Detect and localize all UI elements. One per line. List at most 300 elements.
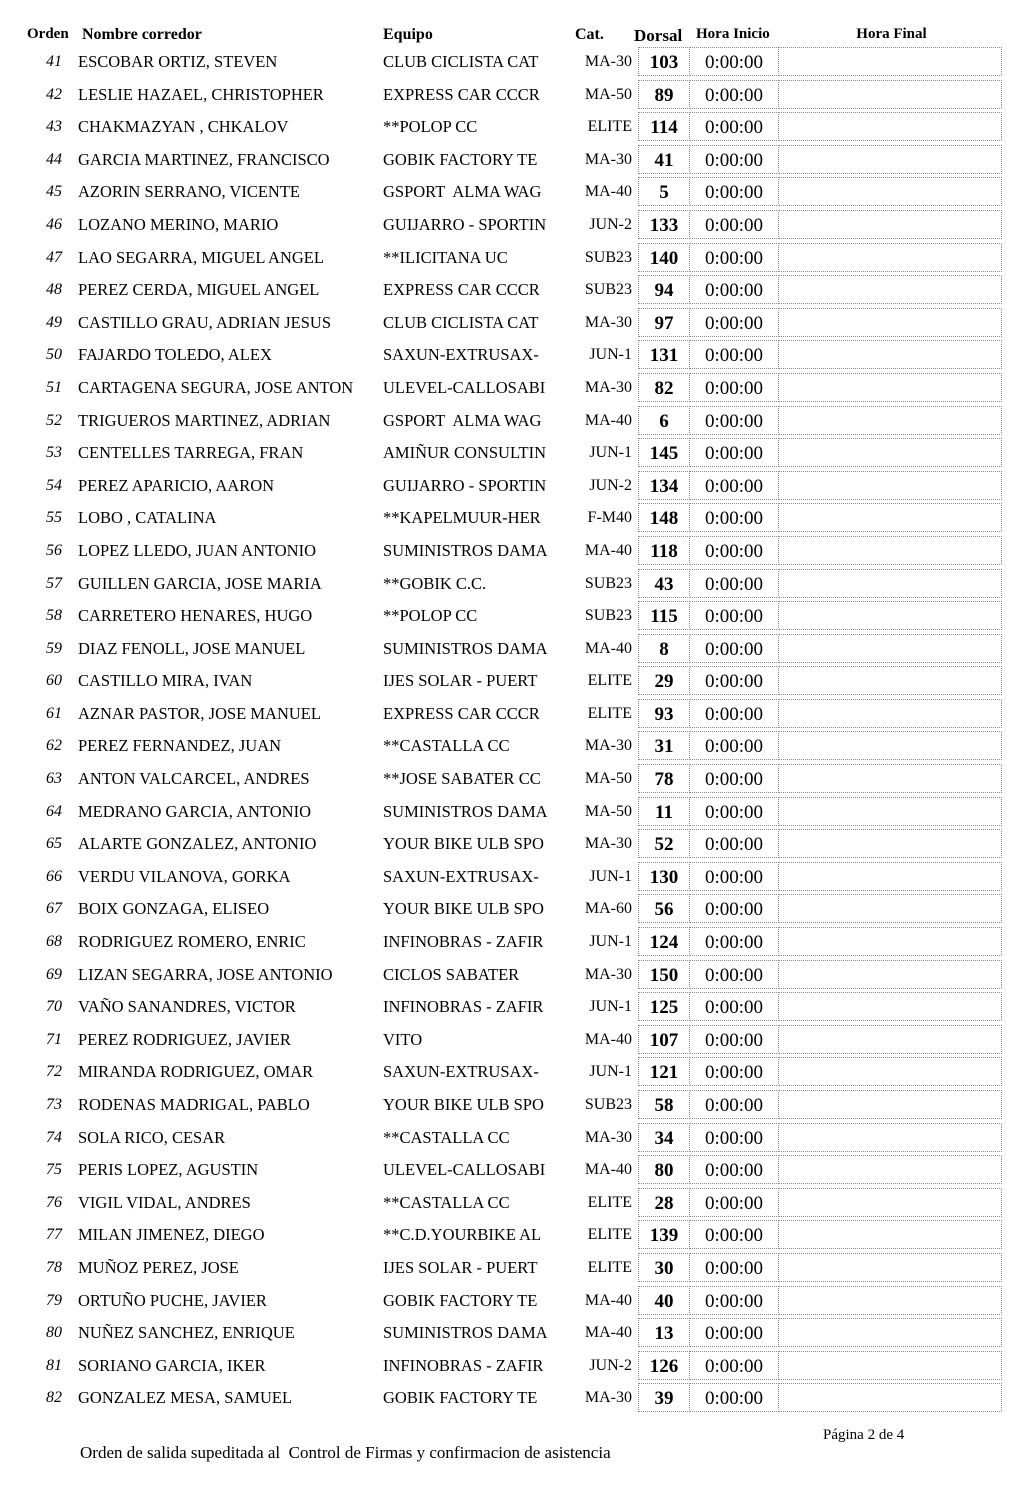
row-team: **POLOP CC <box>383 606 478 626</box>
row-orden: 73 <box>46 1096 62 1113</box>
row-hora-final-cell <box>778 569 1002 598</box>
row-category: MA-40 <box>584 1291 632 1309</box>
table-row <box>0 1090 1002 1119</box>
row-hora-final-cell <box>778 829 1002 858</box>
row-hora-inicio-cell: 0:00:00 <box>689 1220 779 1249</box>
table-row <box>0 210 1002 239</box>
row-hora-inicio-cell: 0:00:00 <box>689 503 779 532</box>
row-hora-final-cell <box>778 275 1002 304</box>
row-hora-final-cell <box>778 1220 1002 1249</box>
row-hora-final-cell <box>778 1351 1002 1380</box>
row-rider-name: CARRETERO HENARES, HUGO <box>78 606 313 626</box>
row-category: SUB23 <box>584 1096 632 1113</box>
row-category: JUN-2 <box>589 476 632 494</box>
row-orden: 43 <box>46 118 62 136</box>
row-rider-name: ORTUÑO PUCHE, JAVIER <box>78 1290 267 1310</box>
row-team: **POLOP CC <box>383 117 478 137</box>
row-orden: 56 <box>46 541 62 559</box>
table-row <box>0 1025 1002 1054</box>
row-hora-final-cell <box>778 1090 1002 1119</box>
row-team: GSPORT ALMA WAG <box>383 182 542 202</box>
row-team: INFINOBRAS - ZAFIR <box>383 1355 544 1375</box>
row-orden: 76 <box>46 1193 62 1211</box>
row-dorsal-cell: 82 <box>638 373 690 402</box>
table-row <box>0 894 1002 923</box>
row-hora-final-cell <box>778 927 1002 956</box>
row-hora-final-cell <box>778 438 1002 467</box>
table-row <box>0 569 1002 598</box>
row-rider-name: BOIX GONZAGA, ELISEO <box>78 899 270 919</box>
row-team: CLUB CICLISTA CAT <box>383 312 539 332</box>
row-orden: 81 <box>46 1356 62 1374</box>
row-orden: 63 <box>46 770 62 788</box>
row-team: EXPRESS CAR CCCR <box>383 280 540 300</box>
row-hora-final-cell <box>778 145 1002 174</box>
row-team: SAXUN-EXTRUSAX- <box>383 1062 539 1082</box>
row-rider-name: PEREZ APARICIO, AARON <box>78 475 275 495</box>
row-hora-inicio-cell: 0:00:00 <box>689 1253 779 1282</box>
table-row <box>0 666 1002 695</box>
row-orden: 50 <box>46 346 62 364</box>
row-hora-final-cell <box>778 177 1002 206</box>
row-dorsal-cell: 6 <box>638 406 690 435</box>
row-dorsal-cell: 43 <box>638 569 690 598</box>
row-rider-name: MEDRANO GARCIA, ANTONIO <box>78 801 311 821</box>
row-rider-name: VIGIL VIDAL, ANDRES <box>78 1192 251 1212</box>
row-orden: 62 <box>46 737 62 755</box>
row-dorsal-cell: 30 <box>638 1253 690 1282</box>
row-hora-inicio-cell: 0:00:00 <box>689 340 779 369</box>
table-row <box>0 308 1002 337</box>
row-category: JUN-1 <box>589 933 632 951</box>
row-dorsal-cell: 125 <box>638 992 690 1021</box>
row-category: JUN-1 <box>589 867 632 885</box>
row-team: **ILICITANA UC <box>383 247 508 267</box>
row-category: MA-40 <box>584 1324 632 1342</box>
row-team: AMIÑUR CONSULTIN <box>383 443 547 463</box>
row-dorsal-cell: 80 <box>638 1155 690 1184</box>
row-dorsal-cell: 150 <box>638 960 690 989</box>
row-dorsal-cell: 89 <box>638 80 690 109</box>
table-row <box>0 829 1002 858</box>
row-orden: 55 <box>46 509 62 527</box>
row-rider-name: VERDU VILANOVA, GORKA <box>78 866 291 886</box>
table-row <box>0 503 1002 532</box>
row-dorsal-cell: 130 <box>638 862 690 891</box>
row-hora-final-cell <box>778 112 1002 141</box>
row-rider-name: CHAKMAZYAN , CHKALOV <box>78 117 289 137</box>
table-row <box>0 80 1002 109</box>
row-orden: 54 <box>46 476 62 494</box>
table-row <box>0 1220 1002 1249</box>
row-hora-final-cell <box>778 243 1002 272</box>
row-hora-final-cell <box>778 960 1002 989</box>
col-header-cat: Cat. <box>575 26 604 43</box>
table-row <box>0 1057 1002 1086</box>
table-row <box>0 634 1002 663</box>
row-hora-inicio-cell: 0:00:00 <box>689 1025 779 1054</box>
row-rider-name: ESCOBAR ORTIZ, STEVEN <box>78 52 278 71</box>
row-hora-inicio-cell: 0:00:00 <box>689 1318 779 1347</box>
row-category: MA-30 <box>584 737 632 755</box>
row-team: GUIJARRO - SPORTIN <box>383 475 547 495</box>
table-row <box>0 438 1002 467</box>
row-dorsal-cell: 34 <box>638 1123 690 1152</box>
table-row <box>0 373 1002 402</box>
row-team: **KAPELMUUR-HER <box>383 508 541 528</box>
row-orden: 53 <box>46 444 62 462</box>
row-orden: 44 <box>46 150 62 168</box>
row-rider-name: ALARTE GONZALEZ, ANTONIO <box>78 834 317 854</box>
row-category: MA-50 <box>584 770 632 788</box>
row-hora-final-cell <box>778 601 1002 630</box>
row-hora-inicio-cell: 0:00:00 <box>689 569 779 598</box>
row-orden: 64 <box>46 802 62 820</box>
row-hora-final-cell <box>778 1188 1002 1217</box>
table-body <box>0 47 1002 1412</box>
row-rider-name: CENTELLES TARREGA, FRAN <box>78 443 304 463</box>
row-hora-final-cell <box>778 406 1002 435</box>
row-hora-final-cell <box>778 894 1002 923</box>
row-rider-name: LESLIE HAZAEL, CHRISTOPHER <box>78 84 324 104</box>
row-hora-inicio-cell: 0:00:00 <box>689 1383 779 1412</box>
row-orden: 70 <box>46 998 62 1016</box>
table-row <box>0 145 1002 174</box>
row-rider-name: NUÑEZ SANCHEZ, ENRIQUE <box>78 1323 295 1343</box>
row-hora-final-cell <box>778 699 1002 728</box>
row-category: JUN-2 <box>589 1356 632 1374</box>
row-orden: 66 <box>46 867 62 885</box>
row-team: YOUR BIKE ULB SPO <box>383 834 544 854</box>
row-hora-final-cell <box>778 1318 1002 1347</box>
row-hora-inicio-cell: 0:00:00 <box>689 536 779 565</box>
row-hora-inicio-cell: 0:00:00 <box>689 601 779 630</box>
row-rider-name: RODRIGUEZ ROMERO, ENRIC <box>78 932 306 952</box>
table-row <box>0 699 1002 728</box>
col-header-dorsal: Dorsal <box>634 26 683 45</box>
row-hora-final-cell <box>778 634 1002 663</box>
row-category: ELITE <box>587 704 632 722</box>
row-hora-final-cell <box>778 471 1002 500</box>
row-category: JUN-1 <box>589 1063 632 1081</box>
row-rider-name: SORIANO GARCIA, IKER <box>78 1355 266 1375</box>
row-hora-final-cell <box>778 503 1002 532</box>
row-dorsal-cell: 28 <box>638 1188 690 1217</box>
row-hora-final-cell <box>778 1155 1002 1184</box>
row-hora-inicio-cell: 0:00:00 <box>689 145 779 174</box>
row-dorsal-cell: 114 <box>638 112 690 141</box>
row-hora-inicio-cell: 0:00:00 <box>689 797 779 826</box>
row-hora-final-cell <box>778 862 1002 891</box>
row-dorsal-cell: 126 <box>638 1351 690 1380</box>
row-category: MA-30 <box>584 1389 632 1407</box>
row-category: MA-30 <box>584 1128 632 1146</box>
table-row <box>0 536 1002 565</box>
row-dorsal-cell: 131 <box>638 340 690 369</box>
row-dorsal-cell: 115 <box>638 601 690 630</box>
table-row <box>0 112 1002 141</box>
row-dorsal-cell: 56 <box>638 894 690 923</box>
row-dorsal-cell: 93 <box>638 699 690 728</box>
row-orden: 46 <box>46 215 62 233</box>
row-hora-final-cell <box>778 47 1002 76</box>
row-hora-inicio-cell: 0:00:00 <box>689 992 779 1021</box>
table-row <box>0 1253 1002 1282</box>
row-team: SUMINISTROS DAMA <box>383 540 548 560</box>
row-team: GOBIK FACTORY TE <box>383 149 538 169</box>
table-row <box>0 471 1002 500</box>
row-orden: 65 <box>46 835 62 853</box>
row-category: MA-30 <box>584 53 632 70</box>
table-row <box>0 243 1002 272</box>
row-rider-name: TRIGUEROS MARTINEZ, ADRIAN <box>78 410 331 430</box>
row-team: **GOBIK C.C. <box>383 573 487 593</box>
row-category: MA-50 <box>584 85 632 103</box>
row-hora-final-cell <box>778 731 1002 760</box>
row-orden: 74 <box>46 1128 62 1146</box>
row-rider-name: FAJARDO TOLEDO, ALEX <box>78 345 272 365</box>
row-category: MA-40 <box>584 1030 632 1048</box>
row-hora-inicio-cell: 0:00:00 <box>689 438 779 467</box>
table-row <box>0 601 1002 630</box>
row-hora-inicio-cell: 0:00:00 <box>689 1188 779 1217</box>
row-orden: 60 <box>46 672 62 690</box>
row-category: MA-40 <box>584 1161 632 1179</box>
row-dorsal-cell: 41 <box>638 145 690 174</box>
row-dorsal-cell: 29 <box>638 666 690 695</box>
table-row <box>0 177 1002 206</box>
row-hora-inicio-cell: 0:00:00 <box>689 699 779 728</box>
row-team: **CASTALLA CC <box>383 1127 510 1147</box>
row-category: JUN-1 <box>589 998 632 1016</box>
row-dorsal-cell: 103 <box>638 47 690 76</box>
row-category: ELITE <box>587 672 632 690</box>
table-row <box>0 764 1002 793</box>
row-rider-name: CARTAGENA SEGURA, JOSE ANTON <box>78 377 354 397</box>
row-category: MA-30 <box>584 965 632 983</box>
row-hora-final-cell <box>778 1253 1002 1282</box>
row-rider-name: AZORIN SERRANO, VICENTE <box>78 182 300 202</box>
row-category: F-M40 <box>587 509 632 527</box>
row-dorsal-cell: 148 <box>638 503 690 532</box>
row-dorsal-cell: 121 <box>638 1057 690 1086</box>
footer-note: Orden de salida supeditada al Control de Firmas y confirmacion de asistencia <box>80 1443 611 1462</box>
row-rider-name: MILAN JIMENEZ, DIEGO <box>78 1225 265 1245</box>
row-orden: 80 <box>46 1324 62 1342</box>
row-category: SUB23 <box>584 248 632 266</box>
row-dorsal-cell: 140 <box>638 243 690 272</box>
row-hora-inicio-cell: 0:00:00 <box>689 210 779 239</box>
row-orden: 49 <box>46 313 62 331</box>
row-rider-name: CASTILLO MIRA, IVAN <box>78 671 253 691</box>
row-dorsal-cell: 134 <box>638 471 690 500</box>
row-team: SAXUN-EXTRUSAX- <box>383 345 539 365</box>
row-rider-name: MIRANDA RODRIGUEZ, OMAR <box>78 1062 314 1082</box>
row-team: YOUR BIKE ULB SPO <box>383 899 544 919</box>
row-team: YOUR BIKE ULB SPO <box>383 1095 544 1114</box>
row-hora-inicio-cell: 0:00:00 <box>689 80 779 109</box>
row-hora-inicio-cell: 0:00:00 <box>689 666 779 695</box>
row-orden: 57 <box>46 574 62 592</box>
row-dorsal-cell: 78 <box>638 764 690 793</box>
table-row <box>0 406 1002 435</box>
row-category: MA-40 <box>584 411 632 429</box>
row-orden: 52 <box>46 411 62 429</box>
row-hora-final-cell <box>778 340 1002 369</box>
row-orden: 58 <box>46 607 62 625</box>
row-category: MA-30 <box>584 313 632 331</box>
row-team: ULEVEL-CALLOSABI <box>383 377 546 397</box>
row-hora-inicio-cell: 0:00:00 <box>689 1155 779 1184</box>
row-team: EXPRESS CAR CCCR <box>383 703 540 723</box>
row-rider-name: VAÑO SANANDRES, VICTOR <box>78 997 296 1017</box>
row-orden: 61 <box>46 704 62 722</box>
row-team: CLUB CICLISTA CAT <box>383 52 539 71</box>
row-hora-final-cell <box>778 764 1002 793</box>
row-rider-name: LIZAN SEGARRA, JOSE ANTONIO <box>78 964 333 984</box>
row-dorsal-cell: 133 <box>638 210 690 239</box>
page-number: Página 2 de 4 <box>823 1427 905 1443</box>
row-rider-name: LOBO , CATALINA <box>78 508 217 528</box>
row-category: MA-50 <box>584 802 632 820</box>
row-hora-inicio-cell: 0:00:00 <box>689 927 779 956</box>
row-orden: 51 <box>46 378 62 396</box>
table-row <box>0 1123 1002 1152</box>
row-team: GOBIK FACTORY TE <box>383 1290 538 1310</box>
row-hora-final-cell <box>778 797 1002 826</box>
row-category: SUB23 <box>584 574 632 592</box>
row-dorsal-cell: 124 <box>638 927 690 956</box>
row-category: MA-30 <box>584 378 632 396</box>
table-row <box>0 275 1002 304</box>
col-header-nombre: Nombre corredor <box>82 26 202 43</box>
row-hora-inicio-cell: 0:00:00 <box>689 829 779 858</box>
row-hora-inicio-cell: 0:00:00 <box>689 1286 779 1315</box>
table-row <box>0 1383 1002 1412</box>
row-hora-inicio-cell: 0:00:00 <box>689 275 779 304</box>
row-rider-name: GUILLEN GARCIA, JOSE MARIA <box>78 573 322 593</box>
row-team: **CASTALLA CC <box>383 1192 510 1212</box>
row-hora-inicio-cell: 0:00:00 <box>689 1351 779 1380</box>
row-dorsal-cell: 13 <box>638 1318 690 1347</box>
row-rider-name: DIAZ FENOLL, JOSE MANUEL <box>78 638 306 658</box>
row-rider-name: PEREZ CERDA, MIGUEL ANGEL <box>78 280 320 300</box>
row-category: MA-60 <box>584 900 632 918</box>
table-row <box>0 927 1002 956</box>
row-orden: 68 <box>46 933 62 951</box>
row-hora-inicio-cell: 0:00:00 <box>689 862 779 891</box>
row-hora-inicio-cell: 0:00:00 <box>689 731 779 760</box>
row-orden: 82 <box>46 1389 62 1407</box>
row-orden: 72 <box>46 1063 62 1081</box>
row-hora-inicio-cell: 0:00:00 <box>689 177 779 206</box>
row-team: SAXUN-EXTRUSAX- <box>383 866 539 886</box>
row-team: ULEVEL-CALLOSABI <box>383 1160 546 1180</box>
row-hora-final-cell <box>778 373 1002 402</box>
row-rider-name: PERIS LOPEZ, AGUSTIN <box>78 1160 259 1180</box>
row-hora-final-cell <box>778 1383 1002 1412</box>
row-team: CICLOS SABATER <box>383 964 520 984</box>
row-category: MA-40 <box>584 183 632 201</box>
row-team: GSPORT ALMA WAG <box>383 410 542 430</box>
row-category: SUB23 <box>584 281 632 299</box>
row-category: MA-30 <box>584 150 632 168</box>
row-category: MA-40 <box>584 639 632 657</box>
row-dorsal-cell: 107 <box>638 1025 690 1054</box>
table-row <box>0 47 1002 76</box>
row-hora-inicio-cell: 0:00:00 <box>689 243 779 272</box>
row-team: **C.D.YOURBIKE AL <box>383 1225 542 1245</box>
row-orden: 59 <box>46 639 62 657</box>
row-dorsal-cell: 39 <box>638 1383 690 1412</box>
row-orden: 41 <box>46 53 62 70</box>
row-team: INFINOBRAS - ZAFIR <box>383 997 544 1017</box>
row-dorsal-cell: 11 <box>638 797 690 826</box>
row-rider-name: LAO SEGARRA, MIGUEL ANGEL <box>78 247 324 267</box>
row-rider-name: RODENAS MADRIGAL, PABLO <box>78 1095 310 1114</box>
row-team: SUMINISTROS DAMA <box>383 638 548 658</box>
table-row <box>0 1318 1002 1347</box>
table-row <box>0 1188 1002 1217</box>
row-team: EXPRESS CAR CCCR <box>383 84 540 104</box>
row-rider-name: SOLA RICO, CESAR <box>78 1127 226 1147</box>
row-team: **CASTALLA CC <box>383 736 510 756</box>
row-orden: 45 <box>46 183 62 201</box>
row-dorsal-cell: 52 <box>638 829 690 858</box>
row-hora-inicio-cell: 0:00:00 <box>689 47 779 76</box>
col-header-equipo: Equipo <box>383 26 433 43</box>
row-hora-inicio-cell: 0:00:00 <box>689 373 779 402</box>
row-category: ELITE <box>587 1258 632 1276</box>
row-dorsal-cell: 5 <box>638 177 690 206</box>
col-header-hora-final: Hora Final <box>856 26 927 42</box>
row-hora-final-cell <box>778 1057 1002 1086</box>
row-dorsal-cell: 58 <box>638 1090 690 1119</box>
row-hora-final-cell <box>778 308 1002 337</box>
row-category: JUN-1 <box>589 346 632 364</box>
row-dorsal-cell: 8 <box>638 634 690 663</box>
row-team: GUIJARRO - SPORTIN <box>383 214 547 234</box>
row-rider-name: PEREZ FERNANDEZ, JUAN <box>78 736 282 756</box>
table-row <box>0 1155 1002 1184</box>
row-category: MA-40 <box>584 541 632 559</box>
row-hora-inicio-cell: 0:00:00 <box>689 1057 779 1086</box>
table-row <box>0 340 1002 369</box>
row-hora-inicio-cell: 0:00:00 <box>689 960 779 989</box>
row-category: JUN-2 <box>589 215 632 233</box>
row-rider-name: CASTILLO GRAU, ADRIAN JESUS <box>78 312 332 332</box>
row-dorsal-cell: 97 <box>638 308 690 337</box>
row-rider-name: LOPEZ LLEDO, JUAN ANTONIO <box>78 540 317 560</box>
table-row <box>0 960 1002 989</box>
row-orden: 48 <box>46 281 62 299</box>
row-hora-final-cell <box>778 1123 1002 1152</box>
row-hora-inicio-cell: 0:00:00 <box>689 471 779 500</box>
table-row <box>0 797 1002 826</box>
row-category: MA-30 <box>584 835 632 853</box>
row-orden: 79 <box>46 1291 62 1309</box>
row-category: ELITE <box>587 1226 632 1244</box>
row-dorsal-cell: 118 <box>638 536 690 565</box>
row-hora-inicio-cell: 0:00:00 <box>689 1090 779 1119</box>
table-row <box>0 992 1002 1021</box>
row-hora-final-cell <box>778 992 1002 1021</box>
row-dorsal-cell: 94 <box>638 275 690 304</box>
table-row <box>0 731 1002 760</box>
row-orden: 75 <box>46 1161 62 1179</box>
row-hora-final-cell <box>778 666 1002 695</box>
row-rider-name: MUÑOZ PEREZ, JOSE <box>78 1257 239 1277</box>
